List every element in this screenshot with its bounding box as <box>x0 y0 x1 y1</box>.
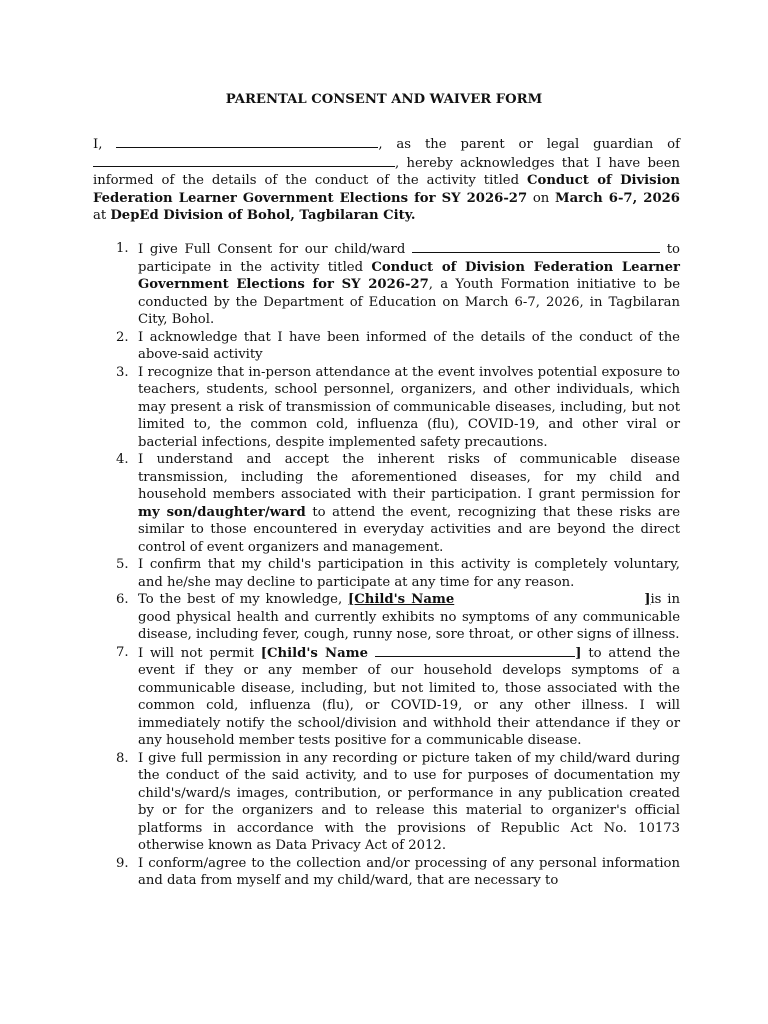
child-name-field[interactable] <box>261 646 582 661</box>
item-text: to attend the event, recognizing that these risks are similar to those encountered in everyday activities and are beyond the direct control of event organizers and management. <box>138 504 680 555</box>
item-text: to participate in the activity titled <box>138 242 680 275</box>
intro-on: on <box>532 190 550 206</box>
list-item <box>116 855 680 890</box>
intro-date: March 6-7, 2026 <box>554 190 680 206</box>
list-item <box>116 451 680 556</box>
item-text: I will not permit <box>138 645 254 661</box>
intro-mid2: , hereby acknowledges that I have been informed of the details of the conduct of the activity titled <box>93 155 680 189</box>
item-activity-title: Conduct of Division Federation Learner Government Elections for SY 2026-27 <box>138 259 680 292</box>
document-title: PARENTAL CONSENT AND WAIVER FORM <box>225 92 543 107</box>
intro-prefix: I, <box>93 137 103 152</box>
item-number: 5. <box>116 557 129 572</box>
child-name-close: ] <box>575 645 582 661</box>
list-item <box>116 556 680 591</box>
intro-venue: DepEd Division of Bohol, Tagbilaran City. <box>110 208 416 224</box>
item-text: I give Full Consent for our child/ward <box>138 242 406 257</box>
item-text: I acknowledge that I have been informed of the details of the conduct of the above-said activity <box>138 329 680 362</box>
item-text: I give full permission in any recording or picture taken of my child/ward during the conduct of the said activity, and to use for purposes of documentation my child's/ward/s images, contribution, or performance in any publication created by or for the organizers and to release this material to organizer's official platforms in accordance with the provisions of Republic Act No. 10173 otherwise known as Data Privacy Act of 2012. <box>138 750 680 853</box>
item-number: 1. <box>116 241 129 256</box>
item-text: I conform/agree to the collection and/or processing of any personal information and data from myself and my child/ward, that are necessary to <box>138 855 680 888</box>
item-text: to attend the event if they or any member of our household develops symptoms of a communicable disease, including, but not limited to, those associated with the common cold, influenza (flu), or COVID-19, or any other illness. I will immediately notify the school/division and withhold their attendance if they or any household member tests positive for a communicable disease. <box>138 645 681 748</box>
item-text: I understand and accept the inherent risks of communicable disease transmission, including the aforementioned diseases, for my child and household members associated with their participation. I grant permission for <box>138 452 680 502</box>
intro-at: at <box>93 208 107 224</box>
child-ward-blank[interactable] <box>412 240 660 253</box>
item-number: 7. <box>116 644 129 660</box>
item-number: 3. <box>116 364 129 380</box>
parent-name-blank[interactable] <box>116 135 378 148</box>
child-name-label: [Child's Name <box>260 645 368 661</box>
child-name-field[interactable] <box>348 592 650 607</box>
item-number: 8. <box>116 750 129 766</box>
child-name-label: [Child's Name <box>348 592 455 607</box>
list-item <box>116 240 680 329</box>
intro-paragraph <box>93 135 680 225</box>
list-item <box>116 750 680 855</box>
list-item <box>116 591 680 644</box>
consent-items-list <box>116 240 680 890</box>
item-text: I recognize that in-person attendance at the event involves potential exposure to teachers, students, school personnel, organizers, and other individuals, which may present a risk of transmission of communicable diseases, including, but not limited to, the common cold, influenza (flu), COVID-19, and other viral or bacterial infections, despite implemented safety precautions. <box>138 364 680 450</box>
child-name-blank[interactable] <box>93 154 395 167</box>
item-text: To the best of my knowledge, <box>138 592 343 607</box>
child-name-close: ] <box>644 592 651 607</box>
child-name-blank[interactable] <box>375 644 575 657</box>
intro-mid1: , as the parent or legal guardian of <box>378 137 680 152</box>
item-number: 6. <box>116 592 129 607</box>
item-number: 4. <box>116 452 129 467</box>
item-text: , a Youth Formation initiative to be conducted by the Department of Education on March 6-7, 2026, in Tagbilaran City, Bohol. <box>138 277 680 327</box>
list-item <box>116 644 680 750</box>
list-item <box>116 329 680 364</box>
item-number: 9. <box>116 855 129 871</box>
item-text: is in good physical health and currently exhibits no symptoms of any communicable disease, including fever, cough, runny nose, sore throat, or other signs of illness. <box>138 592 680 642</box>
intro-activity-title: Conduct of Division Federation Learner Government Elections for SY 2026-27 <box>93 173 680 206</box>
item-bold-phrase: my son/daughter/ward <box>138 504 306 520</box>
item-text: I confirm that my child's participation in this activity is completely voluntary, and he/she may decline to participate at any time for any reason. <box>138 557 680 590</box>
item-number: 2. <box>116 329 129 345</box>
list-item <box>116 364 680 452</box>
